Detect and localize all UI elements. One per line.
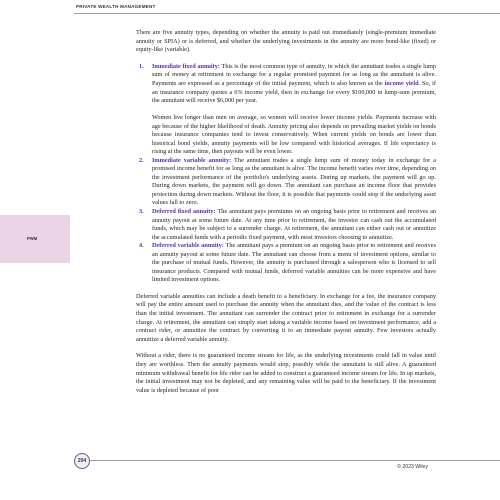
item-text: The annuitant pays a premium on an ongoing basis prior to retirement and receives an annuity payout at some future date. The annuitant can choose from a menu of investment options, similar to the purchase of mutual funds. However, the annuity is purchased through a salesperson who is licensed to sell insurance products. Compared with mutual funds, deferred variable annuities can be more expensive and have limited investment options. — [152, 242, 436, 284]
body-paragraph: Without a rider, there is no guaranteed income stream for life, as the underlying investments could fall in value until they are worthless. Then the annuity payments would stop, possibly while the annuitant is still alive. A guaranteed minimum withdrawal benefit for life rider can be added to construct a guaranteed income stream for life. In up markets, the initial investment may not be depleted, and any remaining value will be paid to the beneficiary. If the investment value is depleted because of poor — [136, 352, 436, 394]
header-title: PRIVATE WEALTH MANAGEMENT — [76, 4, 156, 9]
item-number: 2. — [139, 156, 144, 164]
item-term: Deferred variable annuity: — [152, 242, 224, 250]
item-continuation: Women live longer than men on average, so women will receive lower income yields. Payments increase with age because of the higher likelihood of death. Annuity pricing also depends on prevailing market yields on bonds because insurance companies tend to invest conservatively. When current yields on bonds are lower than historical bond yields, annuity payments will be low compared with historical averages. If life expectancy is rising at the same time, then payouts will be even lower. — [152, 113, 436, 156]
item-number: 3. — [139, 207, 144, 215]
list-item — [136, 242, 436, 285]
item-text: . So, if an insurance company quotes a 6% income yield, then in exchange for every $100,000 in lump-sum premium, the annuitant will receive $6,000 per year. — [152, 80, 436, 105]
section-side-tab — [0, 215, 70, 263]
list-item — [136, 157, 436, 208]
item-text: The annuitant trades a single lump sum of money today in exchange for a promised income benefit for as long as the annuitant is alive. The income benefit varies over time, depending on the investment performance of the portfolio's underlying assets. During up markets, the payment will go up. During down markets, the payment will go down. The annuitant can purchase an income floor that provides protection during down markets. Without the floor, it is possible that payments could stop if the underlying asset values fall to zero. — [152, 156, 436, 207]
list-item — [136, 63, 436, 157]
item-term: Immediate fixed annuity: — [152, 62, 220, 70]
list-item — [136, 208, 436, 242]
copyright-notice: © 2023 Wiley — [397, 464, 428, 470]
item-number: 4. — [139, 242, 144, 250]
annuity-types-list — [136, 63, 436, 285]
side-tab-label: PWM — [27, 236, 38, 241]
intro-paragraph: There are five annuity types, depending on whether the annuity is paid out immediately (single-premium immediate annuity or SPIA) or is deferred, and whether the underlying investments in the annuity are more bond-like (fixed) or equity-like (variable). — [136, 29, 436, 54]
item-number: 1. — [139, 62, 144, 70]
item-term: Deferred fixed annuity: — [152, 207, 216, 215]
item-text: This is the most common type of annuity, in which the annuitant trades a single lump sum of money at retirement in exchange for a regular promised payment for as long as the annuitant is alive. Payments are expressed as a percentage of the initial payment, which is also known as the — [152, 62, 436, 88]
running-header — [0, 0, 500, 14]
page-content — [136, 29, 436, 404]
footer-rule — [86, 460, 500, 461]
page-number-badge: 204 — [74, 453, 90, 469]
page-footer — [0, 448, 500, 478]
item-term: Immediate variable annuity: — [152, 156, 232, 164]
header-rule — [74, 13, 500, 14]
inline-term: income yield — [384, 80, 419, 88]
body-paragraph: Deferred variable annuities can include a death benefit to a beneficiary. In exchange for a fee, the insurance company will pay the entire amount used to purchase the annuity when the annuitant dies, and the value of the contract is less than the initial investment. The annuitant can surrender the contract prior to retirement in exchange for a surrender charge. At retirement, the annuitant can simply start taking a variable income based on investment performance, add a contract rider, or annuitize the contract by converting it to an immediate payout annuity. Few investors actually annuitize a deferred variable annuity. — [136, 292, 436, 343]
item-text: The annuitant pays premiums on an ongoing basis prior to retirement and receives an annuity payout at some future date. At any time prior to retirement, the investor can cash out the accumulated funds, which may be subject to a surrender charge. At retirement, the annuitant can either cash out or annuitize the accumulated funds with a periodic fixed payment, with most investors choosing to annuitize. — [152, 207, 436, 241]
